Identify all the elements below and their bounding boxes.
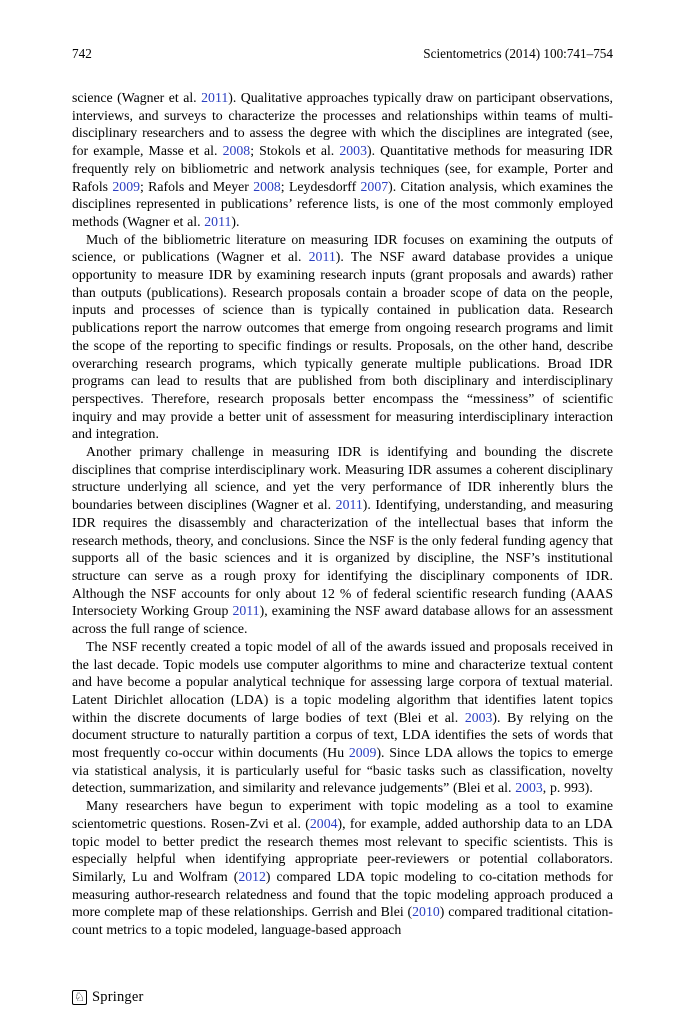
paragraph: [72, 231, 613, 443]
text-run: ) compared LDA topic modeling to co-citation methods for measuring author-research relatedness and found that the topic modeling approach produced a more complete map of these relationships. Gerrish and Blei (: [72, 868, 613, 920]
citation-link[interactable]: 2004: [309, 815, 338, 831]
text-run: ) compared traditional citation-count metrics to a topic modeled, language-based approach: [72, 904, 613, 938]
text-run: Much of the bibliometric literature on measuring IDR focuses on examining the outputs of science, or publications (Wagner et al.: [72, 231, 613, 265]
citation-link[interactable]: 2011: [201, 90, 229, 105]
citation-link[interactable]: 2011: [308, 249, 336, 265]
springer-horse-icon: ♘: [73, 990, 86, 1005]
citation-link[interactable]: 2009: [112, 178, 140, 194]
text-run: ; Stokols et al.: [250, 143, 340, 159]
citation-link[interactable]: 2007: [360, 178, 389, 194]
text-run: ). Since LDA allows the topics to emerge via statistical analysis, it is particularly useful for “basic tasks such as classification, novelty detection, summarization, and similarity and relevance judgements” (Blei et al.: [72, 745, 613, 796]
page-number: 742: [72, 46, 92, 61]
text-run: Many researchers have begun to experiment with topic modeling as a tool to examine scientometric questions. Rosen-Zvi et al. (: [72, 798, 613, 831]
paragraph: [72, 89, 613, 231]
text-run: ). Qualitative approaches typically draw on participant observations, interviews, and surveys to characterize the processes and relationships within teams of multi-disciplinary researchers and to assess the degree with which the disciplines are integrated (see, for example, Masse et al.: [72, 90, 613, 159]
text-run: science (Wagner et al.: [72, 90, 202, 105]
page-footer: [72, 989, 144, 1006]
citation-link[interactable]: 2003: [464, 709, 493, 725]
text-run: ). By relying on the document structure to naturally partition a corpus of text, LDA identifies the sets of words that most frequently co-occur within documents (Hu: [72, 709, 613, 761]
citation-link[interactable]: 2012: [238, 868, 266, 884]
text-run: ). Citation analysis, which examines the disciplines represented in publications’ reference lists, is one of the most commonly employed methods (Wagner et al.: [72, 178, 613, 229]
citation-link[interactable]: 2003: [339, 143, 367, 159]
citation-link[interactable]: 2003: [515, 780, 543, 796]
text-run: ), for example, added authorship data to an LDA topic model to better predict the research themes most relevant to specific scientists. This is especially helpful when identifying appropriate peer-reviewers or potential collaborators. Similarly, Lu and Wolfram (: [72, 815, 613, 884]
text-run: ). Quantitative methods for measuring IDR frequently rely on bibliometric and network analysis techniques (see, for example, Porter and Rafols: [72, 143, 613, 194]
paragraph: [72, 443, 613, 638]
article-body: [72, 89, 613, 939]
citation-link[interactable]: 2011: [204, 213, 232, 229]
journal-reference: Scientometrics (2014) 100:741–754: [423, 46, 613, 61]
citation-link[interactable]: 2009: [348, 745, 377, 761]
text-run: , p. 993).: [542, 780, 593, 796]
citation-link[interactable]: 2010: [412, 904, 440, 920]
citation-link[interactable]: 2008: [253, 178, 281, 194]
text-run: ). The NSF award database provides a unique opportunity to measure IDR by examining research inputs (grant proposals and awards) rather than outputs (publications). Research proposals contain a broader scope of data on the people, inputs and processes of science than is typically contained in publication data. Research publications report the narrow outcomes that emerge from ongoing research programs and limit the scope of the reporting to specific findings or results. Proposals, on the other hand, describe overarching research programs, which typically generate multiple publications. Broad IDR programs can lead to results that are published from both disciplinary and interdisciplinary perspectives. Therefore, research proposals better encompass the “messiness” of scientific inquiry and may provide a better unit of assessment for measuring interdisciplinary interaction and integration.: [72, 249, 613, 442]
text-run: ; Rafols and Meyer: [139, 178, 254, 194]
citation-link[interactable]: 2011: [232, 603, 260, 619]
paragraph: [72, 638, 613, 797]
citation-link[interactable]: 2008: [222, 143, 251, 159]
paragraph: [72, 797, 613, 939]
text-run: The NSF recently created a topic model of all of the awards issued and proposals received in the last decade. Topic models use computer algorithms to mine and characterize textual content and have become a popular analytical technique for assessing large corpora of textual material. Latent Dirichlet allocation (LDA) is a topic modeling algorithm that identifies latent topics within the discrete documents of large bodies of text (Blei et al.: [72, 638, 613, 725]
text-run: Another primary challenge in measuring IDR is identifying and bounding the discrete disciplines that comprise interdisciplinary work. Measuring IDR assumes a coherent disciplinary structure underlying all science, and yet the very performance of IDR inherently blurs the boundaries between disciplines (Wagner et al.: [72, 444, 613, 513]
text-run: ).: [231, 213, 240, 229]
text-run: ; Leydesdorff: [280, 178, 361, 194]
springer-wordmark: Springer: [92, 989, 144, 1005]
page-header: [72, 46, 613, 62]
text-run: ). Identifying, understanding, and measuring IDR requires the disassembly and characterization of the intellectual bases that inform the research methods, theory, and conclusions. Since the NSF is the only federal funding agency that supports all of the basic sciences and it is organized by discipline, the NSF’s institutional structure can serve as a rough proxy for identifying the disciplinary components of IDR. Although the NSF accounts for only about 12 % of federal scientific research funding (AAAS Intersociety Working Group: [72, 497, 613, 619]
text-run: ), examining the NSF award database allows for an assessment across the full range of science.: [72, 603, 613, 637]
citation-link[interactable]: 2011: [335, 497, 363, 513]
